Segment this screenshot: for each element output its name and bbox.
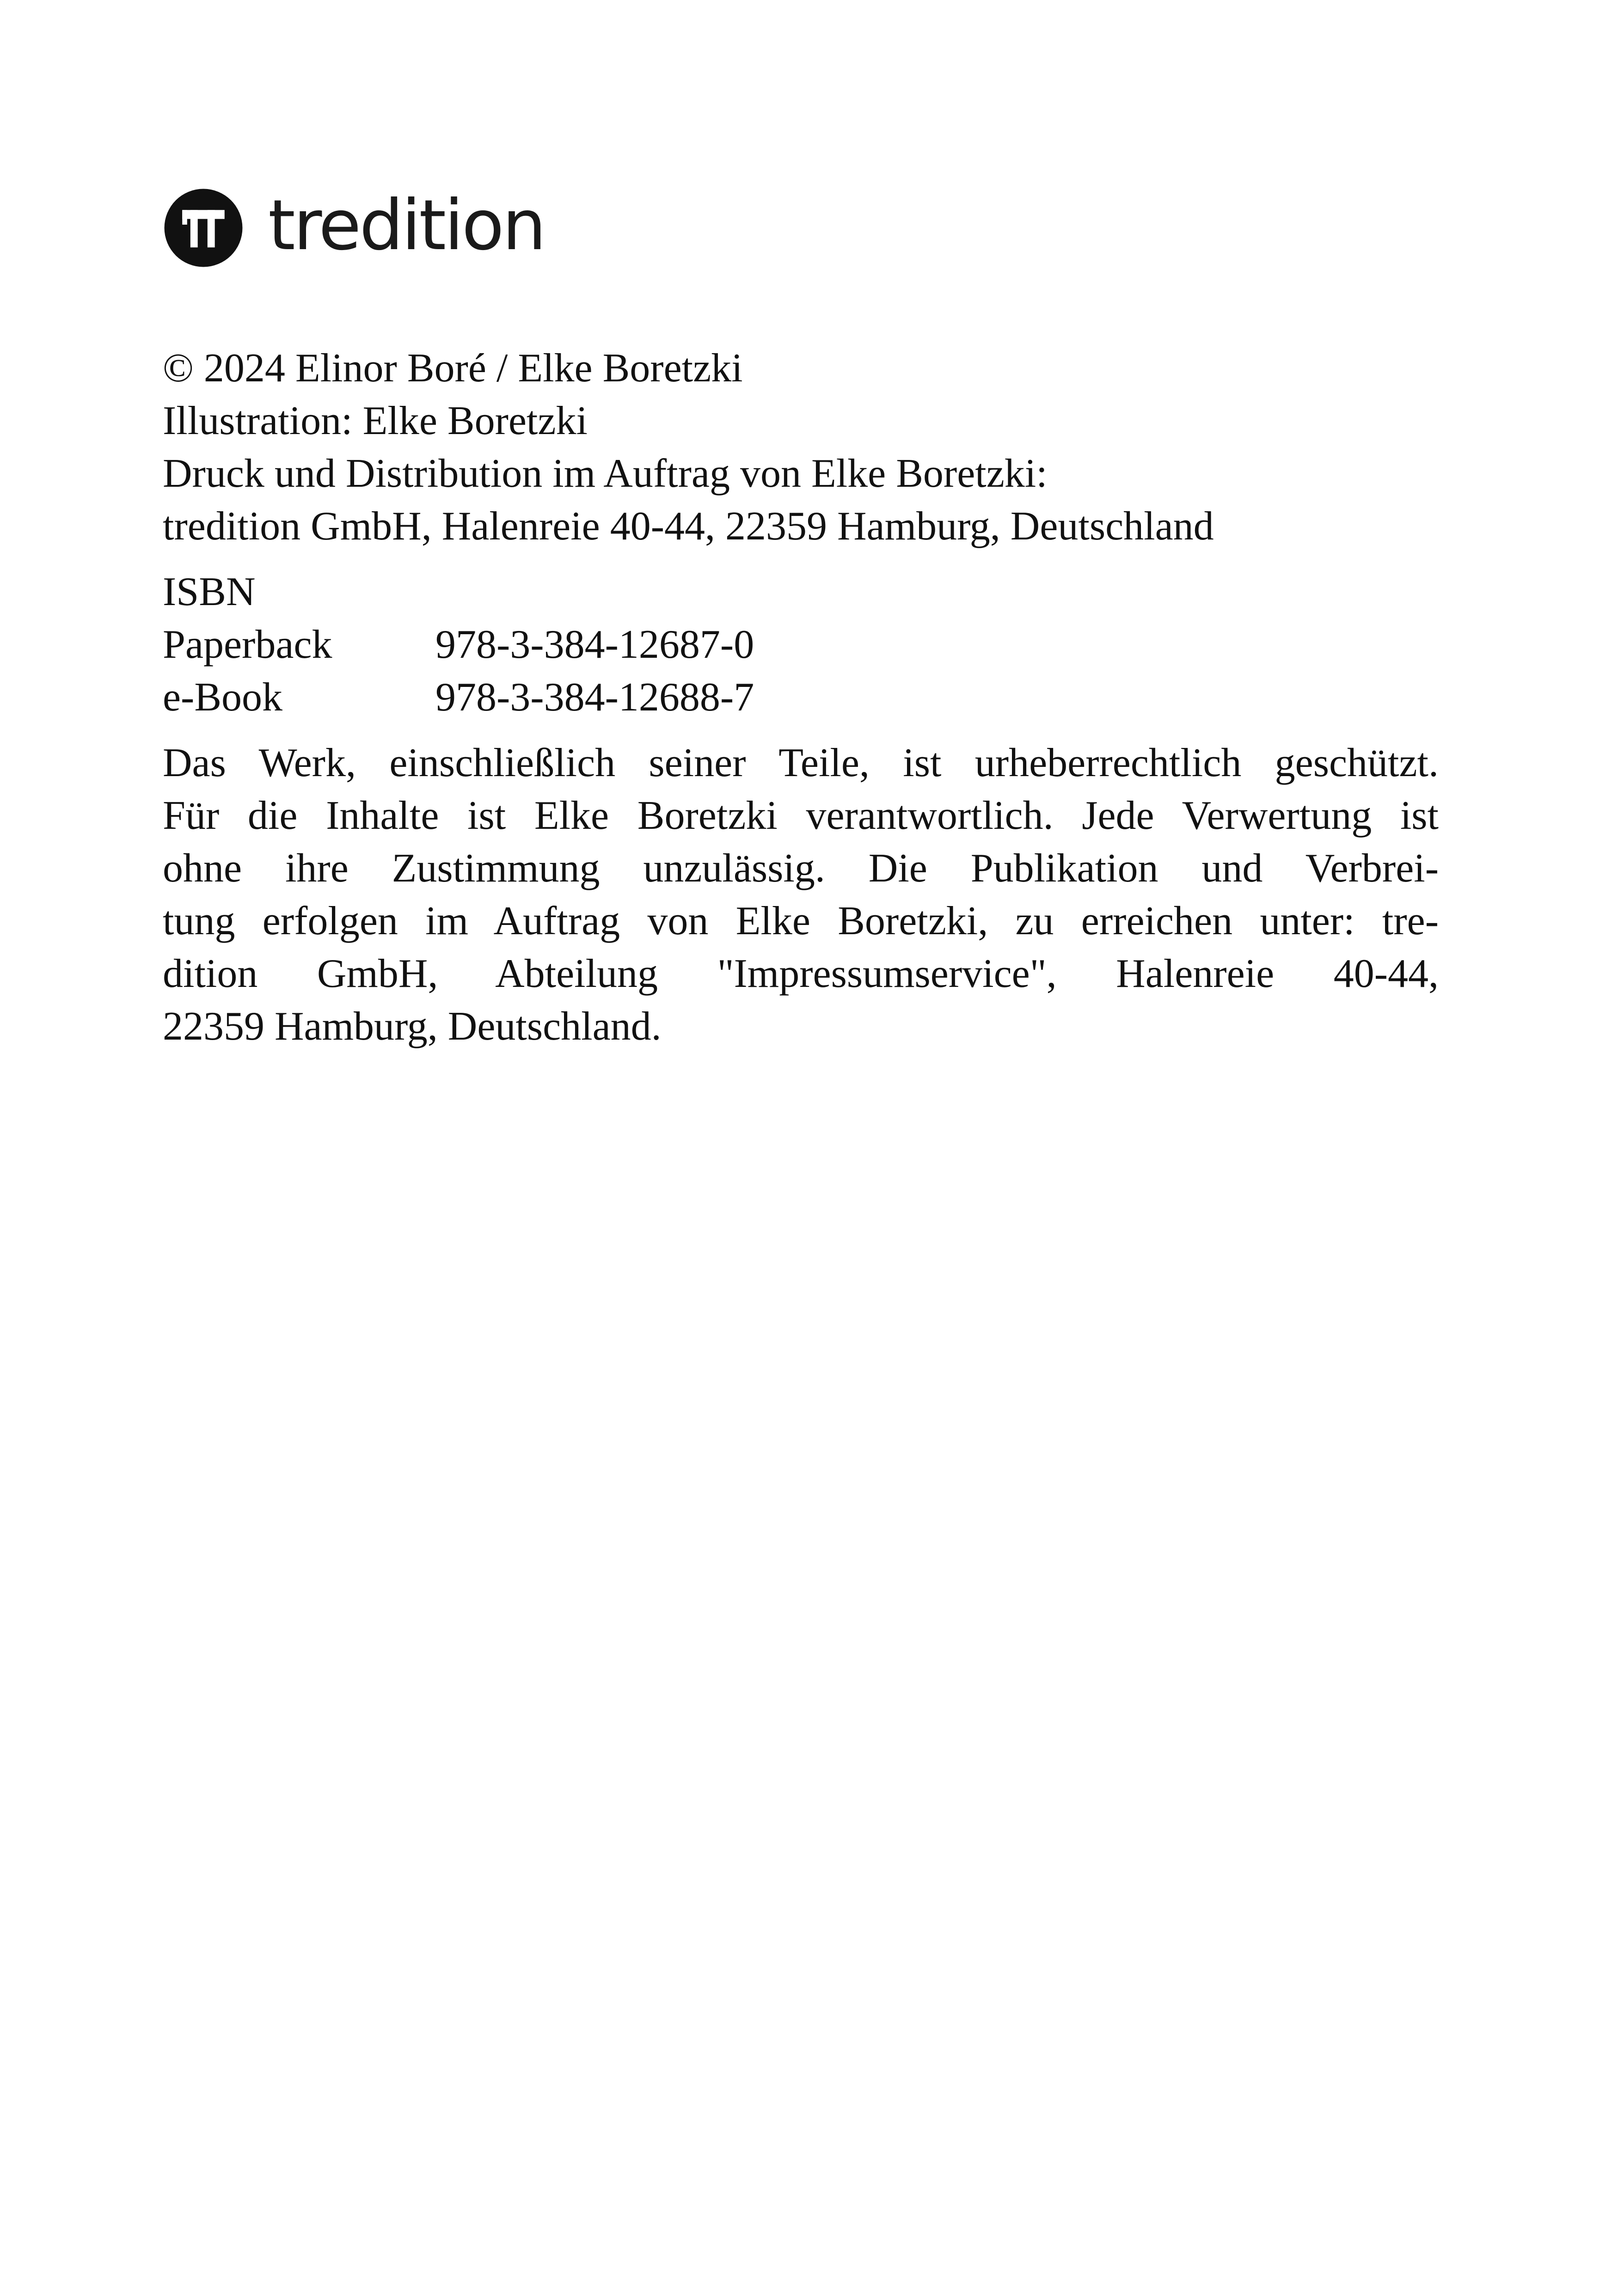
isbn-label: e-Book [163, 675, 283, 720]
distribution-line: Druck und Distribution im Auftrag von Elke Boretzki: [163, 451, 1048, 496]
imprint-content [163, 342, 1439, 1053]
publisher-logo [163, 184, 545, 272]
legal-line: ohne ihre Zustimmung unzulässig. Die Publikation und Verbrei- [163, 846, 1439, 891]
isbn-row-ebook [163, 671, 1439, 724]
isbn-block [163, 566, 1439, 724]
legal-notice [163, 737, 1439, 1053]
copyright-line: © 2024 Elinor Boré / Elke Boretzki [163, 346, 743, 391]
publisher-address-line: tredition GmbH, Halenreie 40-44, 22359 Hamburg, Deutschland [163, 504, 1214, 549]
logo-wordmark: tredition [268, 185, 545, 266]
legal-line: dition GmbH, Abteilung "Impressumservice", Halenreie 40-44, [163, 951, 1439, 996]
isbn-row-paperback [163, 618, 1439, 671]
legal-line: Das Werk, einschließlich seiner Teile, ist urheberrechtlich geschützt. [163, 741, 1439, 785]
illustration-line: Illustration: Elke Boretzki [163, 398, 588, 443]
isbn-label: Paperback [163, 622, 332, 667]
copyright-block [163, 342, 1439, 553]
tredition-logo-icon [163, 187, 244, 269]
legal-line: Für die Inhalte ist Elke Boretzki verantwortlich. Jede Verwertung ist [163, 793, 1439, 838]
legal-line: tung erfolgen im Auftrag von Elke Boretzki, zu erreichen unter: tre- [163, 899, 1439, 943]
isbn-value: 978-3-384-12688-7 [435, 675, 754, 720]
isbn-value: 978-3-384-12687-0 [435, 622, 754, 667]
legal-line: 22359 Hamburg, Deutschland. [163, 1004, 662, 1049]
isbn-heading: ISBN [163, 569, 256, 614]
